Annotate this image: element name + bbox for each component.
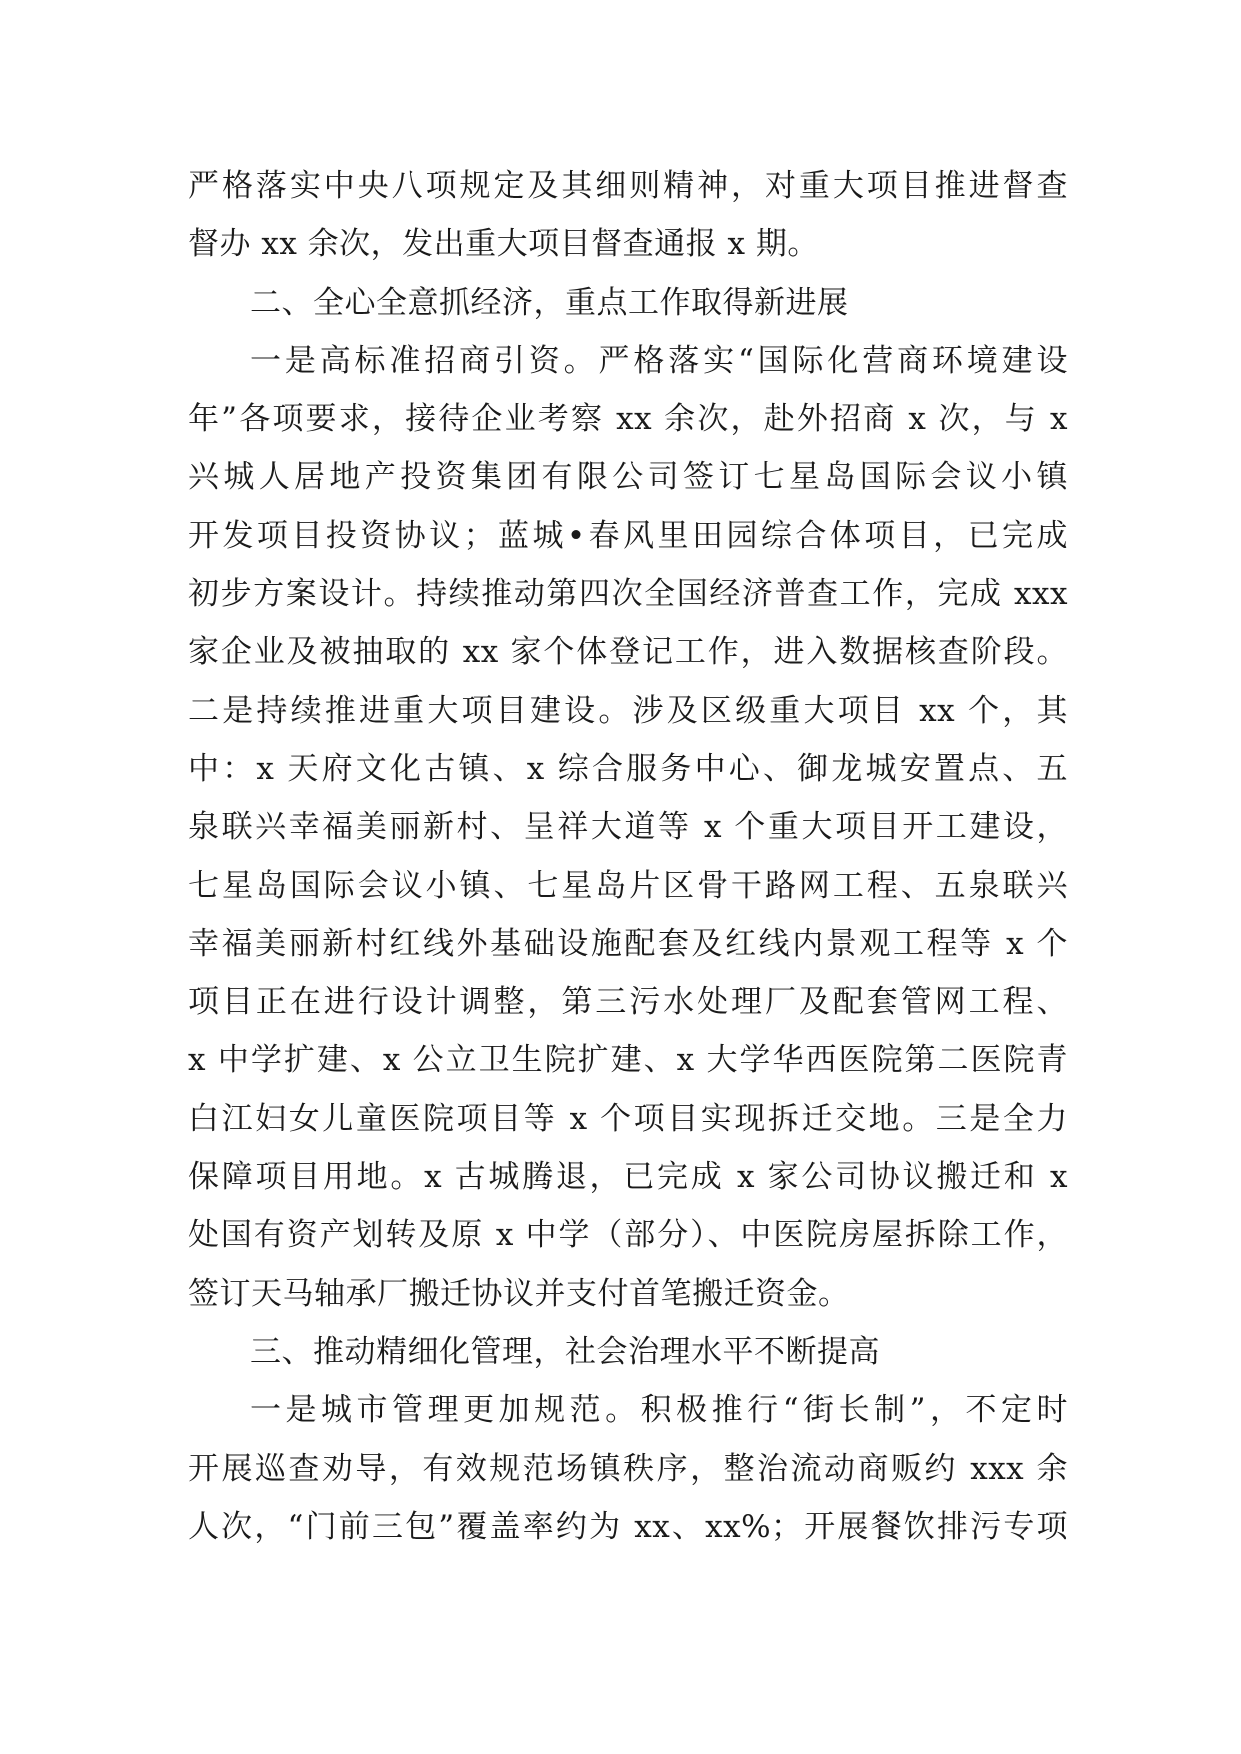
text-line: 严格落实中央八项规定及其细则精神，对重大项目推进督查 [188,168,1068,204]
text-line: 人次，“门前三包”覆盖率约为 xx、xx%；开展餐饮排污专项 [188,1508,1068,1545]
text-line: 处国有资产划转及原 x 中学（部分）、中医院房屋拆除工作， [188,1217,1068,1254]
text-line: 年”各项要求，接待企业考察 xx 余次，赴外招商 x 次，与 x [188,401,1068,438]
text-line: 中：x 天府文化古镇、x 综合服务中心、御龙城安置点、五 [188,750,1068,787]
text-line: 签订天马轴承厂搬迁协议并支付首笔搬迁资金。 [188,1275,850,1312]
document-body [188,157,1068,1556]
text-line: 开发项目投资协议；蓝城•春风里田园综合体项目，已完成 [188,517,1068,554]
text-line: x 中学扩建、x 公立卫生院扩建、x 大学华西医院第二医院青 [188,1042,1068,1079]
text-line: 初步方案设计。持续推动第四次全国经济普查工作，完成 xxx [188,576,1068,613]
section-heading: 二、全心全意抓经济，重点工作取得新进展 [250,284,849,321]
text-line: 泉联兴幸福美丽新村、呈祥大道等 x 个重大项目开工建设， [188,809,1068,846]
text-line: 二是持续推进重大项目建设。涉及区级重大项目 xx 个，其 [188,692,1068,729]
text-line: 白江妇女儿童医院项目等 x 个项目实现拆迁交地。三是全力 [188,1100,1068,1137]
text-line: 项目正在进行设计调整，第三污水处理厂及配套管网工程、 [188,984,1068,1021]
text-line: 一是高标准招商引资。严格落实“国际化营商环境建设 [250,342,1068,379]
text-line: 家企业及被抽取的 xx 家个体登记工作，进入数据核查阶段。 [188,634,1068,671]
text-line: 保障项目用地。x 古城腾退，已完成 x 家公司协议搬迁和 x [188,1159,1068,1196]
text-line: 一是城市管理更加规范。积极推行“街长制”，不定时 [250,1392,1068,1429]
section-heading: 三、推动精细化管理，社会治理水平不断提高 [250,1333,880,1370]
text-line: 督办 xx 余次，发出重大项目督查通报 x 期。 [188,226,819,263]
text-line: 开展巡查劝导，有效规范场镇秩序，整治流动商贩约 xxx 余 [188,1450,1068,1487]
text-line: 七星岛国际会议小镇、七星岛片区骨干路网工程、五泉联兴 [188,867,1068,904]
text-line: 兴城人居地产投资集团有限公司签订七星岛国际会议小镇 [188,459,1068,496]
text-line: 幸福美丽新村红线外基础设施配套及红线内景观工程等 x 个 [188,925,1068,962]
